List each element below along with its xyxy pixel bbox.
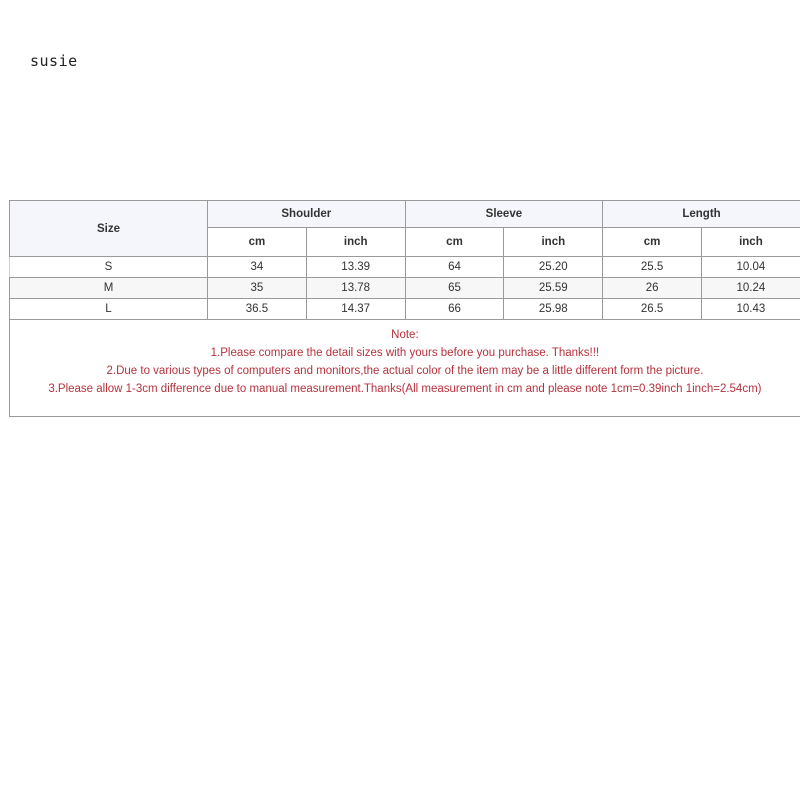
- length-header: Length: [603, 201, 800, 228]
- table-cell: 25.98: [504, 299, 603, 320]
- note-title: Note:: [391, 329, 419, 341]
- table-cell: 10.04: [702, 257, 800, 278]
- table-cell: 25.20: [504, 257, 603, 278]
- unit-header: inch: [306, 228, 405, 257]
- size-chart-table: [9, 200, 800, 417]
- table-cell: 26: [603, 278, 702, 299]
- table-cell: 25.5: [603, 257, 702, 278]
- unit-header: cm: [405, 228, 504, 257]
- unit-header: cm: [603, 228, 702, 257]
- table-cell: 14.37: [306, 299, 405, 320]
- note-line: 2.Due to various types of computers and monitors,the actual color of the item may be a little different form the picture.: [106, 365, 704, 377]
- table-cell: 66: [405, 299, 504, 320]
- table-cell: 25.59: [504, 278, 603, 299]
- table-cell: 10.43: [702, 299, 800, 320]
- size-label: S: [10, 257, 208, 278]
- notes-row: [10, 320, 800, 417]
- table-cell: 10.24: [702, 278, 800, 299]
- note-line: 3.Please allow 1-3cm difference due to manual measurement.Thanks(All measurement in cm and please note 1cm=0.39inch 1inch=2.54cm): [48, 383, 762, 395]
- note-line: 1.Please compare the detail sizes with yours before you purchase. Thanks!!!: [210, 347, 600, 359]
- shoulder-header: Shoulder: [208, 201, 406, 228]
- table-cell: 65: [405, 278, 504, 299]
- table-cell: 64: [405, 257, 504, 278]
- table-row: [10, 278, 800, 299]
- unit-header: inch: [504, 228, 603, 257]
- table-cell: 13.39: [306, 257, 405, 278]
- table-cell: 34: [208, 257, 307, 278]
- table-cell: 36.5: [208, 299, 307, 320]
- table-row: [10, 299, 800, 320]
- notes-cell: [10, 320, 800, 417]
- size-label: L: [10, 299, 208, 320]
- brand-watermark: susie: [30, 52, 78, 70]
- table-cell: 35: [208, 278, 307, 299]
- table-cell: 13.78: [306, 278, 405, 299]
- group-header-row: [10, 201, 800, 228]
- size-label: M: [10, 278, 208, 299]
- unit-header: inch: [702, 228, 800, 257]
- table-row: [10, 257, 800, 278]
- table-cell: 26.5: [603, 299, 702, 320]
- size-column-header: Size: [10, 201, 208, 257]
- unit-header: cm: [208, 228, 307, 257]
- sleeve-header: Sleeve: [405, 201, 603, 228]
